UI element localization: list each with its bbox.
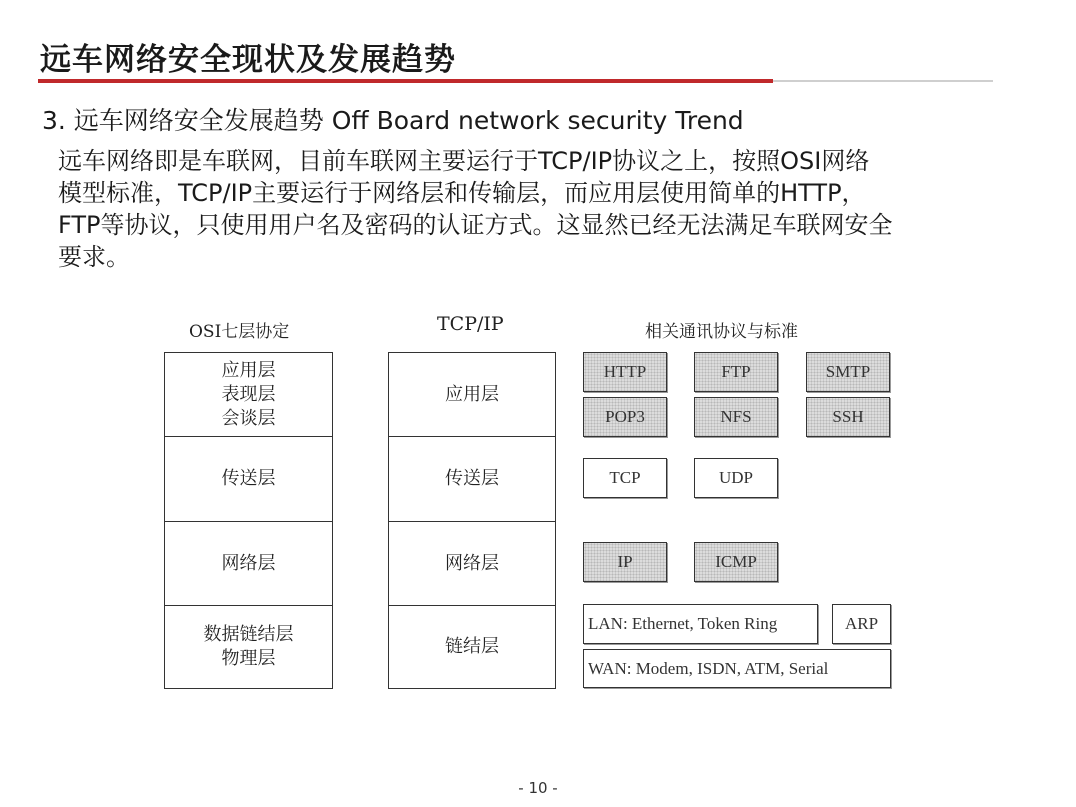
protocol-pop3: POP3: [583, 397, 667, 437]
title-underline-red: [38, 79, 773, 83]
title-underline-grey: [773, 80, 993, 82]
protocol-wan: WAN: Modem, ISDN, ATM, Serial: [583, 649, 891, 688]
protocol-ftp: FTP: [694, 352, 778, 392]
protocol-http: HTTP: [583, 352, 667, 392]
tcpip-layer-link: 链结层: [389, 605, 555, 687]
osi-layer-datalink: 数据链结层 物理层: [165, 605, 332, 687]
body-paragraph: 远车网络即是车联网，目前车联网主要运行于TCP/IP协议之上，按照OSI网络 模型标准，TCP/IP主要运行于网络层和传输层，而应用层使用简单的HTTP， FTP等协议，只使用用户名及密码的认证方式。这显然已经无法满足车联网安全 要求。: [58, 147, 893, 271]
protocol-arp: ARP: [832, 604, 891, 644]
tcpip-layer-network: 网络层: [389, 521, 555, 605]
protocol-smtp: SMTP: [806, 352, 890, 392]
protocol-ip: IP: [583, 542, 667, 582]
osi-layer-transport: 传送层: [165, 436, 332, 521]
section-subtitle: 3. 远车网络安全发展趋势 Off Board network security Trend: [42, 106, 744, 135]
osi-heading: OSI七层协定: [189, 322, 290, 342]
protocols-heading: 相关通讯协议与标准: [645, 322, 798, 342]
protocol-ssh: SSH: [806, 397, 890, 437]
tcpip-stack: [388, 352, 556, 689]
protocol-icmp: ICMP: [694, 542, 778, 582]
protocol-udp: UDP: [694, 458, 778, 498]
protocol-nfs: NFS: [694, 397, 778, 437]
osi-layer-application: 应用层 表现层 会谈层: [221, 359, 276, 429]
osi-stack: [164, 352, 333, 689]
protocol-lan: LAN: Ethernet, Token Ring: [583, 604, 818, 644]
slide-title: 远车网络安全现状及发展趋势: [40, 42, 456, 78]
protocol-tcp: TCP: [583, 458, 667, 498]
page-number: - 10 -: [518, 779, 558, 797]
osi-layer-network: 网络层: [165, 521, 332, 605]
tcpip-heading: TCP/IP: [437, 313, 504, 335]
tcpip-layer-transport: 传送层: [389, 436, 555, 521]
tcpip-layer-application: 应用层: [445, 383, 499, 405]
